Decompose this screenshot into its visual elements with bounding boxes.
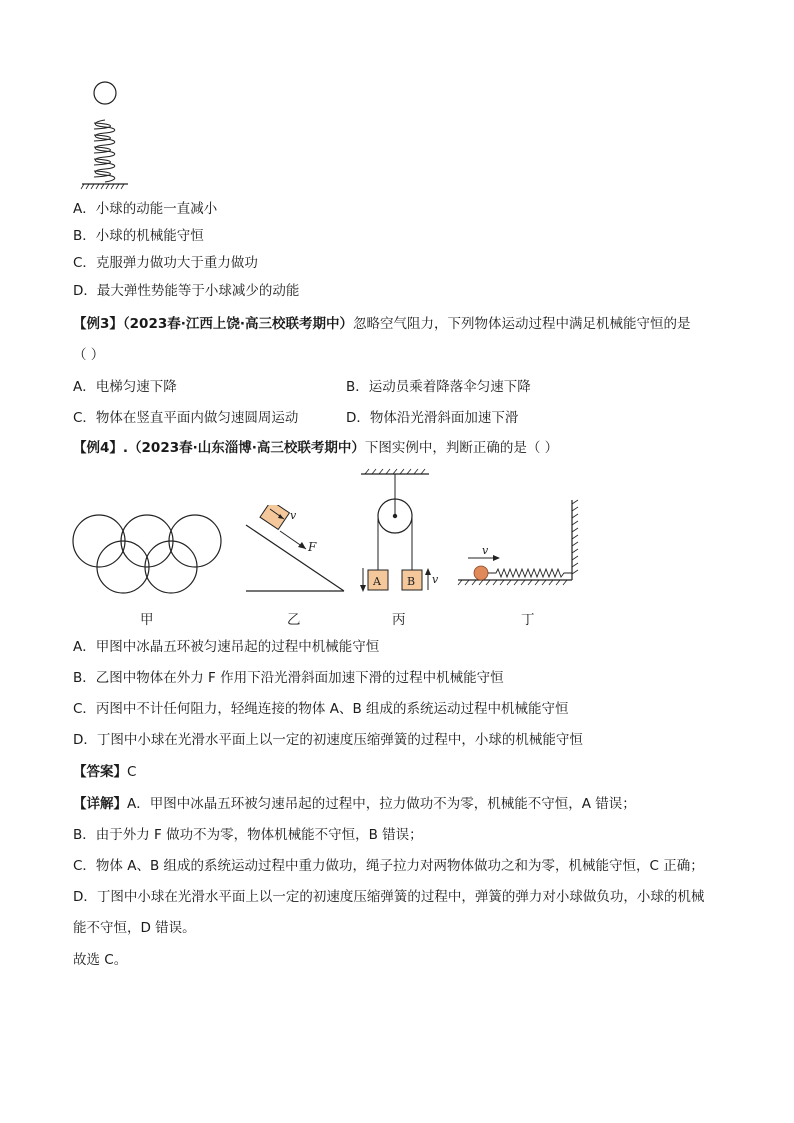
ring-2: [121, 515, 173, 567]
floor-hatch: [458, 580, 567, 585]
ring-5: [145, 541, 197, 593]
spring: [94, 120, 115, 182]
label-f: F: [308, 540, 317, 554]
ceiling-hatch: [365, 469, 425, 474]
ex4-tag: 【例4】.: [73, 440, 129, 456]
figure-ding-spring: [456, 496, 586, 592]
answer-line: [73, 762, 136, 782]
figure-yi-incline: [240, 505, 350, 597]
ex4-source: （2023春·山东淄博·高三校联考期中）: [128, 440, 365, 456]
detail-line-5: 能不守恒，D 错误。: [73, 920, 196, 936]
incline-slope: [246, 525, 344, 591]
ring-3: [169, 515, 221, 567]
ex4-stem: [73, 438, 558, 458]
ex3-option-c: C．物体在竖直平面内做匀速圆周运动: [73, 410, 299, 426]
label-v: v: [290, 509, 297, 522]
ex3-paren: （ ）: [73, 347, 105, 363]
label-v-pulley: v: [432, 573, 439, 586]
wall-hatch: [572, 500, 578, 574]
ex3-tag: 【例3】: [73, 316, 123, 332]
ex3-stem: [73, 314, 691, 334]
detail-line-2: B．由于外力 F 做功不为零，物体机械能不守恒，B 错误；: [73, 827, 423, 843]
q2-option-c: C．克服弹力做功大于重力做功: [73, 255, 258, 271]
detail-line-4: D．丁图中小球在光滑水平面上以一定的初速度压缩弹簧的过程中，弹簧的弹力对小球做负功，小球的机械: [73, 889, 705, 905]
figure-jia-rings: [70, 510, 225, 600]
label-v-ding: v: [482, 544, 489, 557]
ball: [94, 82, 116, 104]
figure-label-yi: 乙: [287, 612, 301, 628]
ex4-option-a: A．甲图中冰晶五环被匀速吊起的过程中机械能守恒: [73, 639, 380, 655]
figure-bing-pulley: [355, 468, 445, 596]
detail-tag: 【详解】: [73, 796, 127, 812]
spring-figure: [70, 78, 130, 193]
figure-label-ding: 丁: [521, 612, 535, 628]
detail-line-1: [73, 794, 636, 814]
answer-tag: 【答案】: [73, 764, 127, 780]
pulley-axle: [393, 514, 397, 518]
force-arrowhead: [298, 542, 306, 549]
ex4-option-d: D．丁图中小球在光滑水平面上以一定的初速度压缩弹簧的过程中，小球的机械能守恒: [73, 732, 583, 748]
q2-option-a: A．小球的动能一直减小: [73, 201, 218, 217]
ex3-option-d: D．物体沿光滑斜面加速下滑: [346, 410, 519, 426]
conclusion: 故选 C。: [73, 952, 128, 968]
ex4-option-b: B．乙图中物体在外力 F 作用下沿光滑斜面加速下滑的过程中机械能守恒: [73, 670, 504, 686]
ex4-question: 下图实例中，判断正确的是（ ）: [364, 440, 559, 456]
ex3-option-b: B．运动员乘着降落伞匀速下降: [346, 379, 531, 395]
q2-option-b: B．小球的机械能守恒: [73, 228, 204, 244]
ring-1: [73, 515, 125, 567]
ex3-question: 忽略空气阻力，下列物体运动过程中满足机械能守恒的是: [353, 316, 691, 332]
answer-value: C: [127, 764, 137, 780]
detail-line-3: C．物体 A、B 组成的系统运动过程中重力做功，绳子拉力对两物体做功之和为零，机械能守恒，C 正确；: [73, 858, 704, 874]
figure-label-jia: 甲: [140, 612, 154, 628]
q2-option-d: D．最大弹性势能等于小球减少的动能: [73, 283, 300, 299]
detail-text-1: A．甲图中冰晶五环被匀速吊起的过程中，拉力做功不为零，机械能不守恒，A 错误；: [127, 796, 636, 812]
label-block-a: A: [373, 575, 381, 588]
ring-4: [97, 541, 149, 593]
ground-hatch: [81, 184, 124, 189]
ex3-option-a: A．电梯匀速下降: [73, 379, 177, 395]
incline-block: [260, 505, 289, 529]
ball-ding: [474, 566, 488, 580]
figure-label-bing: 丙: [392, 612, 406, 628]
ex4-option-c: C．丙图中不计任何阻力，轻绳连接的物体 A、B 组成的系统运动过程中机械能守恒: [73, 701, 569, 717]
spring-ding: [488, 569, 572, 577]
ex3-source: （2023春·江西上饶·高三校联考期中）: [122, 316, 353, 332]
label-block-b: B: [407, 575, 416, 588]
